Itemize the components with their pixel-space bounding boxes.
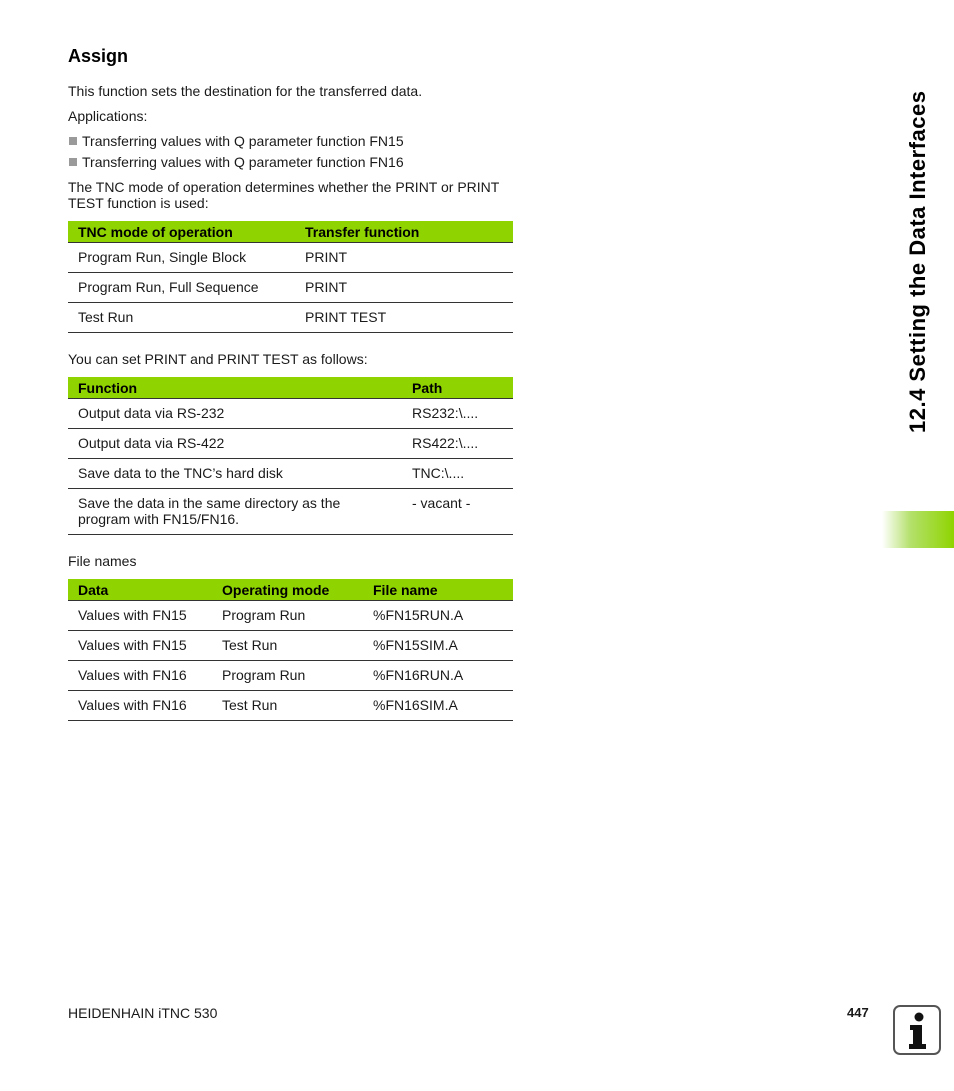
modes-table	[68, 221, 513, 333]
table-row	[68, 661, 513, 691]
table-cell: Save data to the TNC’s hard disk	[68, 459, 402, 489]
table-cell: TNC:\....	[402, 459, 513, 489]
intro-text: This function sets the destination for the transferred data.	[68, 83, 423, 99]
table-row	[68, 273, 513, 303]
page-number: 447	[847, 1005, 869, 1020]
table-row	[68, 429, 513, 459]
table-row	[68, 631, 513, 661]
table-cell: %FN15SIM.A	[363, 631, 513, 661]
table-cell: Values with FN15	[68, 601, 212, 631]
table-cell: RS232:\....	[402, 399, 513, 429]
column-header: Transfer function	[295, 221, 513, 243]
file-names-table	[68, 579, 513, 721]
print-note: You can set PRINT and PRINT TEST as follows:	[68, 351, 368, 367]
file-names-label: File names	[68, 553, 137, 569]
table-cell: PRINT	[295, 243, 513, 273]
table-row	[68, 303, 513, 333]
table-cell: PRINT TEST	[295, 303, 513, 333]
table-cell: Values with FN16	[68, 661, 212, 691]
table-cell: Output data via RS-422	[68, 429, 402, 459]
bullet-icon	[69, 158, 77, 166]
paths-table	[68, 377, 513, 535]
mode-note: The TNC mode of operation determines whether the PRINT or PRINT TEST function is used:	[68, 179, 500, 211]
table-row	[68, 489, 513, 535]
info-glyph	[895, 1007, 939, 1053]
table-cell: Test Run	[212, 631, 363, 661]
table-row	[68, 601, 513, 631]
table-cell: RS422:\....	[402, 429, 513, 459]
list-item-text: Transferring values with Q parameter function FN15	[82, 133, 404, 149]
applications-list	[68, 133, 513, 170]
chapter-tab	[882, 511, 954, 548]
list-item	[68, 154, 513, 170]
table-header-row	[68, 377, 513, 399]
table-cell: Program Run, Single Block	[68, 243, 295, 273]
table-cell: %FN15RUN.A	[363, 601, 513, 631]
table-row	[68, 691, 513, 721]
table-header-row	[68, 579, 513, 601]
table-cell: Output data via RS-232	[68, 399, 402, 429]
table-cell: Values with FN15	[68, 631, 212, 661]
table-cell: Program Run, Full Sequence	[68, 273, 295, 303]
footer-product: HEIDENHAIN iTNC 530	[68, 1005, 218, 1021]
column-header: Path	[402, 377, 513, 399]
column-header: File name	[363, 579, 513, 601]
table-cell: Save the data in the same directory as the program with FN15/FN16.	[68, 489, 402, 535]
chapter-title: 12.4 Setting the Data Interfaces	[905, 90, 930, 433]
list-item-text: Transferring values with Q parameter function FN16	[82, 154, 404, 170]
table-row	[68, 399, 513, 429]
table-cell: Test Run	[68, 303, 295, 333]
table-cell: %FN16SIM.A	[363, 691, 513, 721]
table-cell: - vacant -	[402, 489, 513, 535]
column-header: TNC mode of operation	[68, 221, 295, 243]
table-cell: %FN16RUN.A	[363, 661, 513, 691]
table-cell: PRINT	[295, 273, 513, 303]
table-header-row	[68, 221, 513, 243]
table-row	[68, 459, 513, 489]
page-content	[68, 46, 513, 739]
column-header: Operating mode	[212, 579, 363, 601]
column-header: Function	[68, 377, 402, 399]
applications-label: Applications:	[68, 108, 148, 124]
list-item	[68, 133, 513, 149]
table-cell: Test Run	[212, 691, 363, 721]
column-header: Data	[68, 579, 212, 601]
table-row	[68, 243, 513, 273]
bullet-icon	[69, 137, 77, 145]
section-heading: Assign	[68, 46, 129, 66]
table-cell: Program Run	[212, 661, 363, 691]
info-icon	[893, 1005, 941, 1055]
table-cell: Program Run	[212, 601, 363, 631]
table-cell: Values with FN16	[68, 691, 212, 721]
